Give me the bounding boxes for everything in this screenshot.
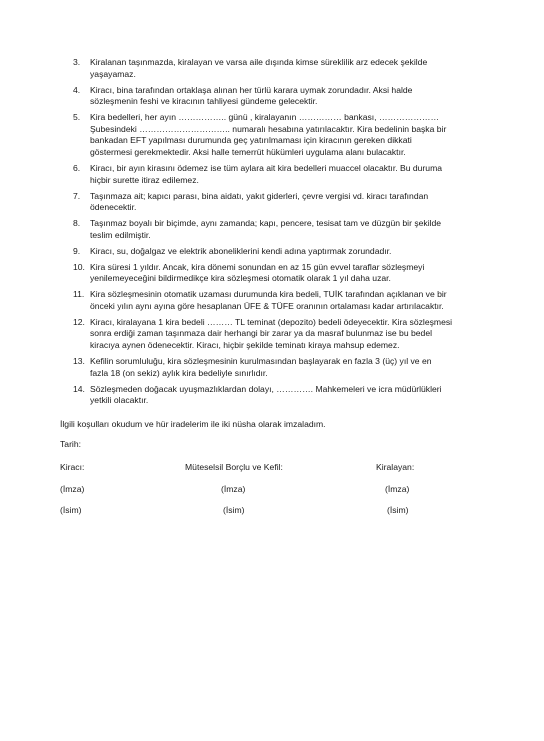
tenant-name: (İsim) (60, 505, 82, 515)
clause-text (90, 85, 500, 108)
clause-number: 3. (73, 57, 81, 67)
clause-line: yaşayamaz. (90, 68, 136, 79)
clause-line: teslim edilmiştir. (90, 229, 151, 240)
clause-list (60, 57, 500, 411)
clause-line: Kiracı, su, doğalgaz ve elektrik aboneliklerini kendi adına yaptırmak zorundadır. (90, 245, 392, 256)
guarantor-signature: (İmza) (221, 484, 246, 494)
clause-number: 10. (73, 261, 85, 272)
clause-line: Taşınmaz boyalı bir biçimde, aynı zamanda; kapı, pencere, tesisat tam ve düzgün bir şekilde (90, 218, 442, 229)
consent-statement: İlgili koşulları okudum ve hür iradelerim ile iki nüsha olarak imzaladım. (60, 419, 326, 429)
clause-line: Kiralanan taşınmazda, kiralayan ve varsa aile dışında kimse süreklilik arz edecek şekilde (90, 57, 428, 67)
clause-item (60, 57, 500, 80)
clause-item (60, 112, 500, 158)
clause-line: yenilemeyeceğini bildirmedikçe kira sözleşmesi otomatik olarak 1 yıl daha uzar. (90, 273, 391, 284)
clause-item (60, 163, 500, 186)
clause-line: bankadan EFT yapılması durumunda geç yatırılmaması için kiracının gereken dikkati (90, 135, 412, 146)
clause-line: Kira sözleşmesinin otomatik uzaması durumunda kira bedeli, TUİK tarafından açıklanan ve bir (90, 289, 447, 300)
clause-text (90, 317, 500, 352)
clause-line: Kiracı, kiralayana 1 kira bedeli ……… TL teminat (depozito) bedeli ödeyecektir. Kira sözleşmesi (90, 316, 453, 327)
landlord-signature: (İmza) (385, 484, 410, 494)
clause-line: göstermesi gerekmektedir. Aksi halle temerrüt hükümleri uygulama alanı bulacaktır. (90, 146, 406, 157)
clause-number: 6. (73, 162, 81, 173)
clause-text (90, 57, 500, 80)
clause-item (60, 384, 500, 407)
clause-line: Sözleşmeden doğacak uyuşmazlıklardan dolayı, …………. Mahkemeleri ve icra müdürlükleri (90, 383, 442, 394)
clause-number: 9. (73, 245, 81, 256)
clause-text (90, 246, 500, 258)
guarantor-name: (İsim) (223, 505, 245, 515)
clause-line: hiçbir surette itiraz edilemez. (90, 174, 199, 185)
clause-line: Kefilin sorumluluğu, kira sözleşmesinin kurulmasından başlayarak en fazla 3 (üç) yıl ve en (90, 355, 432, 366)
clause-line: Kiracı, bir ayın kirasını ödemez ise tüm aylara ait kira bedelleri muaccel olacaktır. Bu duruma (90, 162, 443, 173)
clause-line: yetkili olacaktır. (90, 395, 149, 406)
clause-number: 4. (73, 84, 81, 95)
clause-text (90, 191, 500, 214)
clause-line: Taşınmaza ait; kapıcı parası, bina aidatı, yakıt giderleri, çevre vergisi vd. kiracı tarafından (90, 190, 429, 201)
clause-number: 8. (73, 218, 81, 229)
clause-item (60, 317, 500, 352)
guarantor-label: Müteselsil Borçlu ve Kefil: (185, 462, 283, 472)
clause-line: Şubesindeki ………………………….. numaralı hesabına yatırılacaktır. Kira bedelinin başka bir (90, 123, 447, 134)
clause-number: 11. (73, 289, 85, 300)
clause-line: sonra erdiği zaman taşınmaza dair herhangi bir zarar ya da masraf bulunmaz ise bu bedel (90, 328, 433, 339)
clause-text (90, 262, 500, 285)
clause-line: ödenecektir. (90, 202, 137, 213)
clause-line: önceki yılın aynı ayına göre hesaplanan ÜFE & TÜFE oranının ortalaması kadar artırılacaktır. (90, 300, 444, 311)
clause-number: 7. (73, 190, 81, 201)
date-label: Tarih: (60, 439, 82, 449)
clause-text (90, 289, 500, 312)
clause-text (90, 163, 500, 186)
landlord-name: (İsim) (387, 505, 409, 515)
clause-text (90, 218, 500, 241)
clause-item (60, 218, 500, 241)
clause-text (90, 112, 500, 158)
clause-text (90, 356, 500, 379)
clause-item (60, 246, 500, 258)
clause-number: 14. (73, 383, 85, 394)
clause-item (60, 356, 500, 379)
clause-item (60, 289, 500, 312)
clause-text (90, 384, 500, 407)
clause-item (60, 191, 500, 214)
tenant-signature: (İmza) (60, 484, 85, 494)
clause-line: sözleşmenin feshi ve kiracının tahliyesi gündeme gelecektir. (90, 96, 318, 107)
tenant-label: Kiracı: (60, 462, 85, 472)
clause-number: 13. (73, 355, 85, 366)
clause-line: Kira bedelleri, her ayın …………….. günü , kiralayanın …………… bankası, ………………… (90, 112, 440, 123)
clause-line: Kiracı, bina tarafından ortaklaşa alınan her türlü karara uymak zorundadır. Aksi halde (90, 84, 413, 95)
clause-number: 5. (73, 112, 81, 123)
clause-line: Kira süresi 1 yıldır. Ancak, kira dönemi sonundan en az 15 gün evvel taraflar sözleşmeyi (90, 261, 425, 272)
clause-line: fazla 18 (on sekiz) aylık kira bedeliyle sınırlıdır. (90, 367, 268, 378)
landlord-label: Kiralayan: (376, 462, 415, 472)
clause-item (60, 262, 500, 285)
clause-number: 12. (73, 316, 85, 327)
clause-item (60, 85, 500, 108)
clause-line: kiracıya aynen ödenecektir. Kiracı, hiçbir şekilde teminatı kiraya mahsup edemez. (90, 339, 400, 350)
